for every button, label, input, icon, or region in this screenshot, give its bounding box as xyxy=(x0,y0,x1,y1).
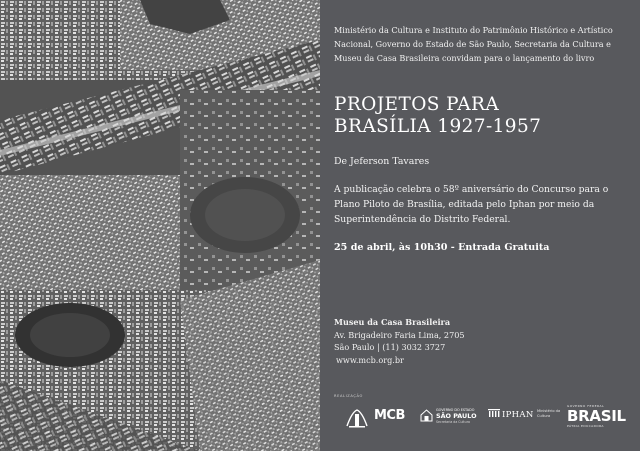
sp-logo-line-1: GOVERNO DO ESTADO xyxy=(436,408,475,412)
author-line: De Jeferson Tavares xyxy=(334,156,430,167)
iphan-columns-icon xyxy=(488,409,500,418)
event-date: 25 de abril, às 10h30 - Entrada Gratuita xyxy=(334,242,550,253)
title-line-2: BRASÍLIA 1927-1957 xyxy=(334,116,542,137)
description-text: A publicação celebra o 58º aniversário do Concurso para o Plano Piloto de Brasília, editada pelo Iphan por meio da Superintendência do Distrito Federal. xyxy=(334,184,609,226)
venue-block xyxy=(334,316,465,366)
sao-paulo-government-logo xyxy=(420,407,482,429)
sponsors-label: REALIZAÇÃO xyxy=(334,394,363,398)
ministry-culture-logo xyxy=(537,409,560,418)
ministry-emblem-icon xyxy=(344,406,370,430)
brasil-government-logo xyxy=(567,404,633,430)
title-line-1: PROJETOS PARA xyxy=(334,94,500,115)
venue-name: Museu da Casa Brasileira xyxy=(334,317,451,327)
brasil-bottom-text: PÁTRIA EDUCADORA xyxy=(567,424,604,428)
iphan-text: IPHAN xyxy=(502,410,534,420)
ministry-line-1: Ministério da xyxy=(537,409,561,413)
venue-website[interactable]: www.mcb.org.br xyxy=(336,354,404,365)
intro-text: Ministério da Cultura e Instituto do Patrimônio Histórico e Artístico Nacional, Governo do Estado de São Paulo, Secretaria da Cultura e Museu da Casa Brasileira convidam para o lançamento do livro xyxy=(334,25,613,63)
book-title xyxy=(334,94,634,138)
mcb-logo: MCB xyxy=(374,408,405,423)
ministry-line-2: Cultura xyxy=(537,413,551,418)
sao-paulo-crest-icon xyxy=(420,409,433,422)
iphan-logo xyxy=(488,409,534,420)
venue-address: Av. Brigadeiro Faria Lima, 2705 xyxy=(334,329,465,340)
brasil-wordmark: BRASIL xyxy=(567,407,626,425)
sp-logo-line-3: Secretaria da Cultura xyxy=(436,420,470,424)
sp-logo-line-2: SÃO PAULO xyxy=(436,412,477,420)
venue-phone: São Paulo | (11) 3032 3727 xyxy=(334,342,446,353)
text-panel xyxy=(320,0,640,451)
brasil-top-text: GOVERNO FEDERAL xyxy=(567,404,605,408)
sponsor-logos xyxy=(334,404,634,430)
